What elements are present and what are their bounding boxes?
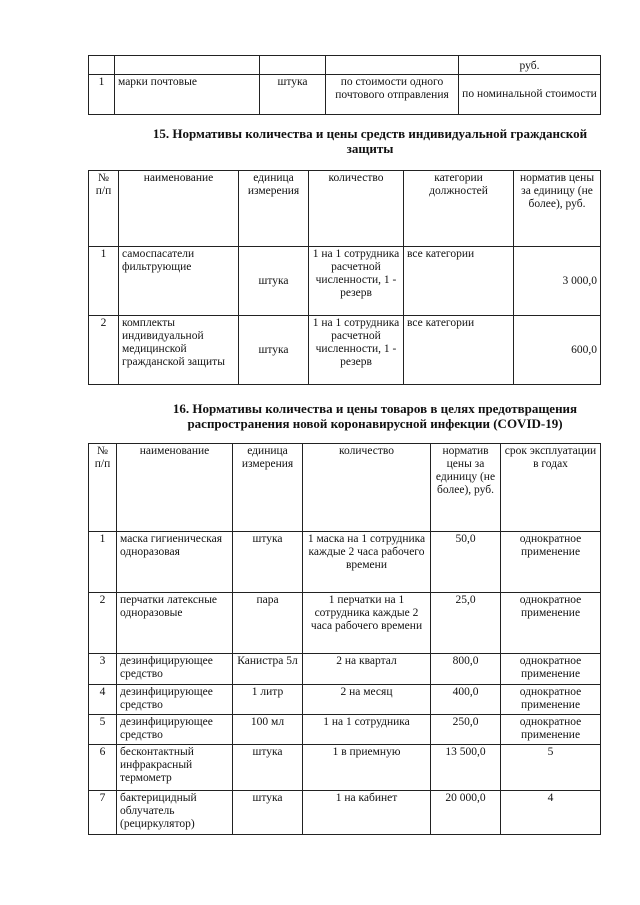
section-15-title: 15. Нормативы количества и цены средств индивидуальной гражданской защиты [152,126,588,156]
header-category: категории должностей [404,171,514,247]
table-continuation [88,55,601,115]
item-quantity: 1 на 1 сотрудника расчетной численности, 1 - резерв [309,247,404,316]
item-price: 250,0 [431,715,501,745]
table-header-row [89,171,601,247]
item-name: дезинфицирующее средство [117,715,233,745]
row-number: 7 [89,791,117,835]
item-name: марки почтовые [115,75,260,115]
row-number: 4 [89,685,117,715]
header-price: норматив цены за единицу (не более), руб. [514,171,601,247]
table-row [89,654,601,685]
item-price: 3 000,0 [514,247,601,316]
item-name: дезинфицирующее средство [117,685,233,715]
row-number: 1 [89,247,119,316]
item-price: 400,0 [431,685,501,715]
item-price: 50,0 [431,532,501,593]
header-term: срок эксплуатации в годах [501,444,601,532]
item-category: все категории [404,247,514,316]
row-number: 6 [89,745,117,791]
table-section-16 [88,443,601,835]
row-number: 3 [89,654,117,685]
table-row [89,75,601,115]
item-unit: штука [233,532,303,593]
item-name: комплекты индивидуальной медицинской гражданской защиты [119,316,239,385]
item-unit: 1 литр [233,685,303,715]
item-name: перчатки латексные одноразовые [117,593,233,654]
item-price: 600,0 [514,316,601,385]
item-term: однократное применение [501,593,601,654]
item-price: 13 500,0 [431,745,501,791]
item-unit: штука [260,75,326,115]
header-name: наименование [117,444,233,532]
item-price: 20 000,0 [431,791,501,835]
unit-cell: руб. [459,56,601,75]
item-term: однократное применение [501,715,601,745]
item-term: однократное применение [501,685,601,715]
item-quantity: 1 в приемную [303,745,431,791]
table-row [89,247,601,316]
item-category: все категории [404,316,514,385]
item-price: по номинальной стоимости [459,75,601,115]
table-row [89,593,601,654]
item-name: бесконтактный инфракрасный термометр [117,745,233,791]
header-unit: единица измерения [239,171,309,247]
table-section-15 [88,170,601,385]
item-unit: штука [233,791,303,835]
table-row [89,56,601,75]
item-quantity: по стоимости одного почтового отправления [326,75,459,115]
item-name: дезинфицирующее средство [117,654,233,685]
table-row [89,715,601,745]
item-quantity: 2 на квартал [303,654,431,685]
header-unit: единица измерения [233,444,303,532]
item-term: однократное применение [501,532,601,593]
table-row [89,532,601,593]
item-term: однократное применение [501,654,601,685]
item-name: маска гигиеническая одноразовая [117,532,233,593]
header-num: № п/п [89,171,119,247]
item-quantity: 1 маска на 1 сотрудника каждые 2 часа рабочего времени [303,532,431,593]
row-number: 1 [89,75,115,115]
item-quantity: 1 на кабинет [303,791,431,835]
section-16-title: 16. Нормативы количества и цены товаров в целях предотвращения распространения новой коронавирусной инфекции (COVID-19) [172,401,578,431]
row-number: 2 [89,316,119,385]
item-term: 5 [501,745,601,791]
item-unit: штука [239,316,309,385]
item-unit: штука [233,745,303,791]
item-name: самоспасатели фильтрующие [119,247,239,316]
item-name: бактерицидный облучатель (рециркулятор) [117,791,233,835]
table-row [89,685,601,715]
item-term: 4 [501,791,601,835]
item-unit: Канистра 5л [233,654,303,685]
item-price: 25,0 [431,593,501,654]
item-quantity: 1 перчатки на 1 сотрудника каждые 2 часа рабочего времени [303,593,431,654]
header-price: норматив цены за единицу (не более), руб. [431,444,501,532]
item-price: 800,0 [431,654,501,685]
header-quantity: количество [303,444,431,532]
header-num: № п/п [89,444,117,532]
item-unit: 100 мл [233,715,303,745]
table-header-row [89,444,601,532]
header-quantity: количество [309,171,404,247]
item-quantity: 2 на месяц [303,685,431,715]
row-number: 5 [89,715,117,745]
table-row [89,791,601,835]
row-number: 1 [89,532,117,593]
row-number: 2 [89,593,117,654]
table-row [89,316,601,385]
item-quantity: 1 на 1 сотрудника расчетной численности, 1 - резерв [309,316,404,385]
table-row [89,745,601,791]
item-unit: пара [233,593,303,654]
item-quantity: 1 на 1 сотрудника [303,715,431,745]
header-name: наименование [119,171,239,247]
item-unit: штука [239,247,309,316]
